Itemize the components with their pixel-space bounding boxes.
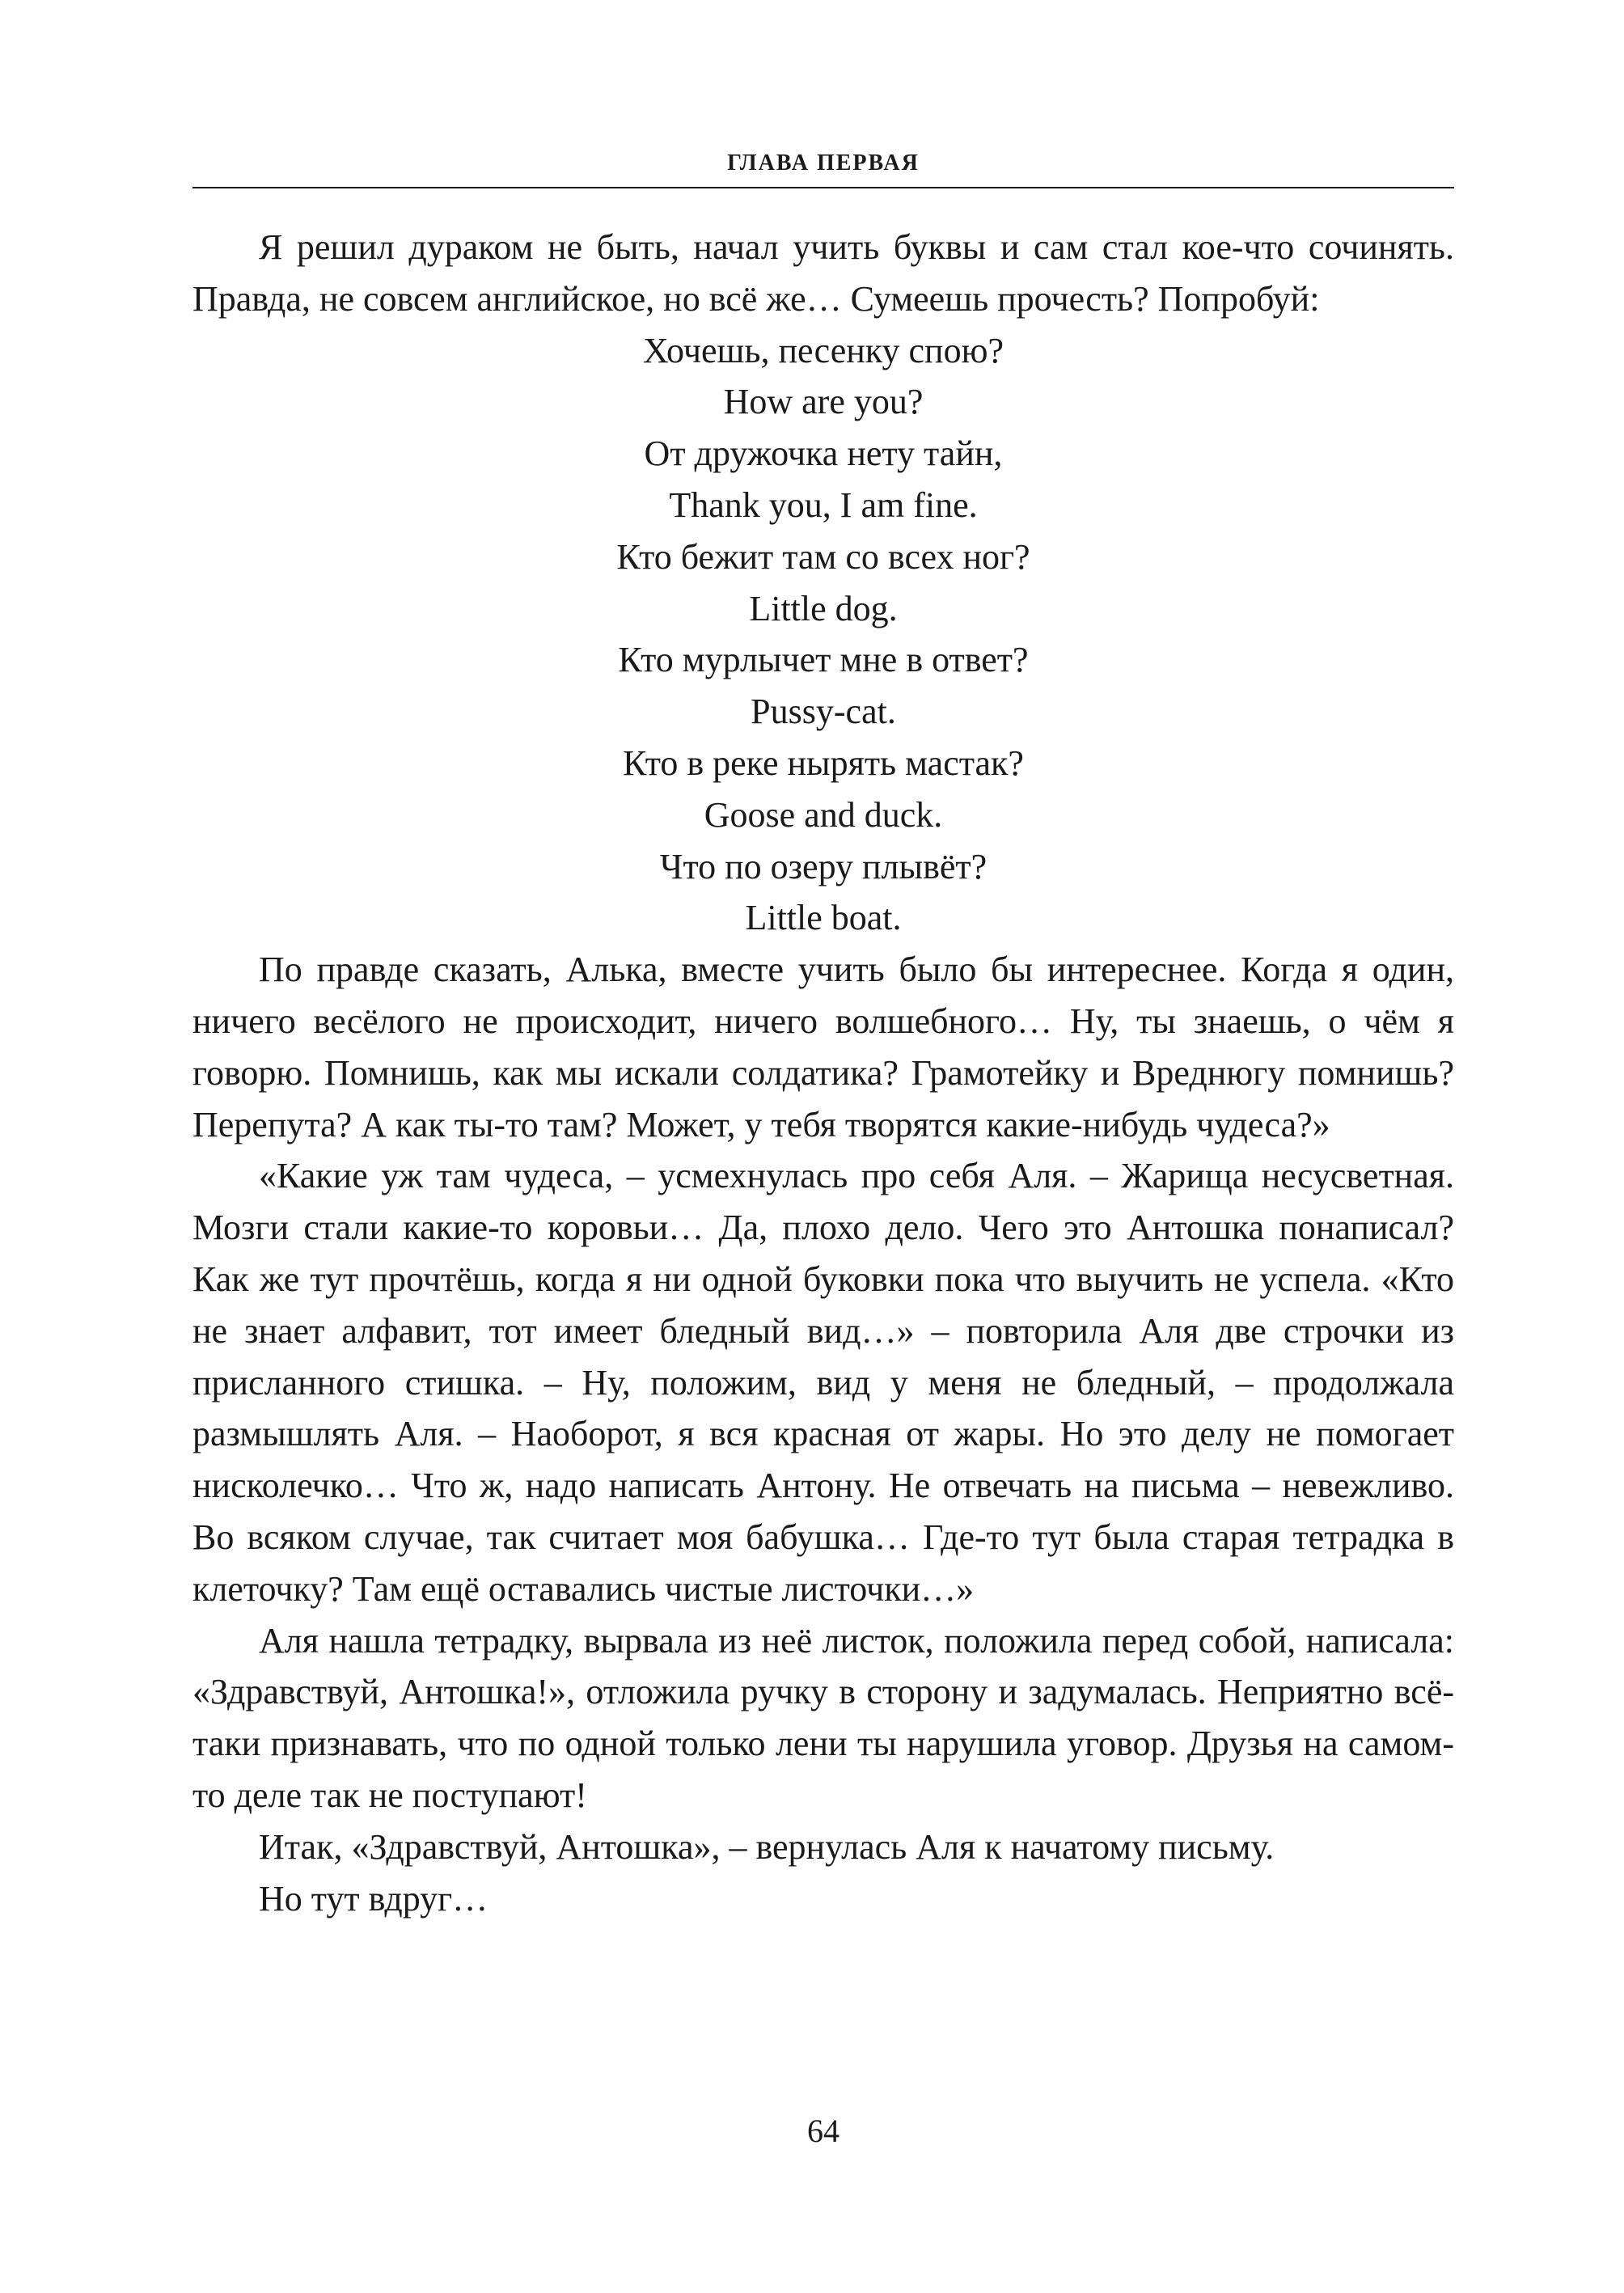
poem-line: От дружочка нету тайн, [644, 434, 1003, 474]
poem-line: Хочешь, песенку спою? [642, 330, 1004, 370]
paragraph: «Какие уж там чудеса, – усмехнулась про себя Аля. – Жарища несусветная. Мозги стали какие-то коровьи… Да, плохо дело. Чего это Антошка понаписал? Как же тут прочтёшь, когда я ни одной буковки пока что выучить не успела. «Кто не знает алфавит, тот имеет бледный вид…» – повторила Аля две строчки из присланного стишка. – Ну, положим, вид у меня не бледный, – продолжала размышлять Аля. – Наоборот, я вся красная от жары. Но это делу не помогает нисколечко… Что ж, надо написать Антону. Не отвечать на письма – невежливо. Во всяком случае, так считает моя бабушка… Где-то тут была старая тетрадка в клеточку? Там ещё оставались чистые листочки…» [192, 1156, 1454, 1609]
poem-line: Goose and duck. [704, 794, 943, 835]
paragraph: Итак, «Здравствуй, Антошка», – вернулась Аля к начатому письму. [259, 1826, 1275, 1867]
poem-line: Кто в реке нырять мастак? [623, 742, 1024, 783]
paragraph: Но тут вдруг… [259, 1878, 488, 1919]
poem-line: Thank you, I am fine. [669, 484, 978, 525]
header-rule [192, 187, 1454, 188]
poem [192, 325, 1454, 945]
poem-line: Pussy-cat. [751, 692, 896, 732]
poem-line: How are you? [723, 382, 924, 422]
paragraph: Я решил дураком не быть, начал учить буквы и сам стал кое-что сочинять. Правда, не совсем английское, но всё же… Сумеешь прочесть? Попробуй: [192, 227, 1454, 319]
poem-line: Кто мурлычет мне в ответ? [618, 640, 1029, 680]
running-head: ГЛАВА ПЕРВАЯ [727, 150, 920, 176]
poem-line: Little boat. [745, 898, 902, 938]
book-page [192, 0, 1454, 2293]
paragraph: Аля нашла тетрадку, вырвала из неё листок, положила перед собой, написала: «Здравствуй, Антошка!», отложила ручку в сторону и задумалась. Неприятно всё-таки признавать, что по одной только лени ты нарушила уговор. Друзья на самом-то деле так не поступают! [192, 1620, 1454, 1815]
poem-line: Что по озеру плывёт? [659, 846, 988, 886]
paragraph: По правде сказать, Алька, вместе учить было бы интереснее. Когда я один, ничего весёлого не происходит, ничего волшебного… Ну, ты знаешь, о чём я говорю. Помнишь, как мы искали солдатика? Грамотейку и Вреднюгу помнишь? Перепута? А как ты-то там? Может, у тебя творятся какие-нибудь чудеса?» [192, 950, 1454, 1144]
poem-line: Кто бежит там со всех ног? [616, 536, 1030, 577]
page-body [192, 222, 1454, 1924]
page-number: 64 [807, 2113, 839, 2149]
poem-line: Little dog. [749, 588, 898, 628]
